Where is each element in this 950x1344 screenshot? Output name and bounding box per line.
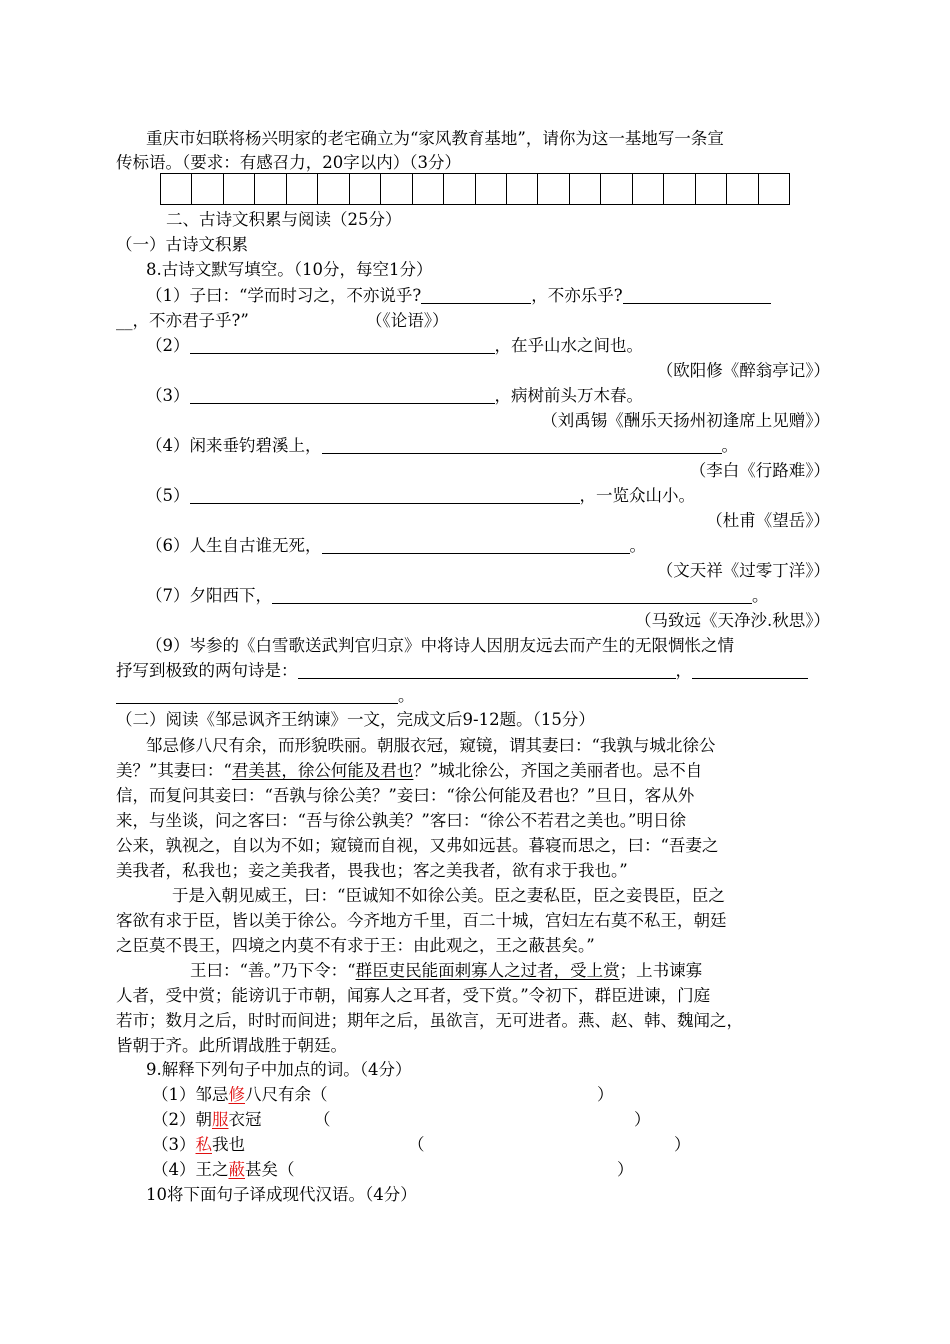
q8-item-6: [146, 533, 646, 558]
q8-item-1-source: （《论语》）: [366, 311, 449, 330]
q8-item-9-comma: ，: [675, 661, 692, 680]
q8-item-5-text: ，一览众山小。: [579, 486, 695, 505]
q9-item-3-a: （3）: [152, 1135, 196, 1154]
q8-item-9-end: 。: [398, 686, 415, 705]
passage-p1-l2: [116, 758, 702, 783]
q9-item-3-close: ）: [674, 1135, 691, 1154]
q8-blank-4[interactable]: [322, 434, 722, 454]
intro-line-2: 传标语。（要求：有感召力，20字以内）（3分）: [116, 153, 461, 172]
passage-p2-l1: 于是入朝见威王，曰：“臣诚知不如徐公美。臣之妻私臣，臣之妾畏臣，臣之: [172, 886, 725, 905]
q8-item-9-line2: [116, 658, 808, 683]
q8-blank-1b[interactable]: [623, 284, 771, 304]
q9-marked-word-4: 蔽: [228, 1160, 245, 1179]
q9-item-3: [152, 1132, 245, 1157]
q8-blank-1a[interactable]: [421, 284, 531, 304]
passage-p3-l2: 人者，受中赏；能谤讥于市朝，闻寡人之耳者，受下赏。”令初下，群臣进谏，门庭: [116, 986, 711, 1005]
section-title: 二、古诗文积累与阅读（25分）: [166, 210, 402, 229]
q8-item-1: [146, 283, 771, 308]
q9-marked-word-2: 服: [212, 1110, 229, 1129]
q8-item-3-source: （刘禹锡《酬乐天扬州初逢席上见赠》）: [541, 411, 830, 430]
q8-item-7: [146, 583, 769, 608]
q9-item-4-b: 甚矣（: [245, 1160, 295, 1179]
q8-item-6-source: （文天祥《过零丁洋》）: [656, 561, 830, 580]
q9-item-2-open: （: [314, 1110, 331, 1129]
q8-item-2-text: ，在乎山水之间也。: [494, 336, 643, 355]
subsection-title-2: （二）阅读《邹忌讽齐王纳谏》一文，完成文后9-12题。（15分）: [116, 710, 595, 729]
q8-item-5-num: （5）: [146, 486, 190, 505]
passage-p1-l1: 邹忌修八尺有余，而形貌昳丽。朝服衣冠，窥镜，谓其妻曰：“我孰与城北徐公: [146, 736, 716, 755]
q8-item-2: [146, 333, 643, 358]
intro-line-1: 重庆市妇联将杨兴明家的老宅确立为“家风教育基地”，请你为这一基地写一条宣: [146, 129, 724, 148]
q8-item-9-prompt: 抒写到极致的两句诗是：: [116, 661, 298, 680]
q8-blank-6[interactable]: [322, 534, 630, 554]
q8-blank-3[interactable]: [190, 384, 495, 404]
q8-item-7-source: （马致远《天净沙.秋思》）: [635, 611, 830, 630]
q8-item-2-num: （2）: [146, 336, 190, 355]
underlined-sentence-2: 群臣吏民能面刺寡人之过者，受上赏: [355, 961, 620, 980]
passage-p2-l2: 客欲有求于臣，皆以美于徐公。今齐地方千里，百二十城，宫妇左右莫不私王，朝廷: [116, 911, 727, 930]
q8-item-2-source: （欧阳修《醉翁亭记》）: [656, 361, 830, 380]
question-9-title: 9.解释下列句子中加点的词。（4分）: [146, 1060, 412, 1079]
passage-p3-l1-a: 王曰：“善。”乃下令：“: [190, 961, 356, 980]
q8-item-3-text: ，病树前头万木春。: [494, 386, 643, 405]
q8-item-4: [146, 433, 738, 458]
q8-blank-5[interactable]: [190, 484, 580, 504]
q8-item-5: [146, 483, 695, 508]
passage-p3-l1: [190, 958, 702, 983]
q8-item-4-text: （4）闲来垂钓碧溪上，: [146, 436, 322, 455]
q9-item-2-b: 衣冠: [228, 1110, 262, 1129]
q9-item-4: [152, 1157, 295, 1182]
answer-grid[interactable]: [160, 173, 790, 205]
question-8-title: 8.古诗文默写填空。（10分，每空1分）: [146, 260, 433, 279]
q8-item-4-source: （李白《行路难》）: [689, 461, 830, 480]
q8-blank-2[interactable]: [190, 334, 495, 354]
subsection-title-1: （一）古诗文积累: [116, 235, 248, 254]
q9-item-2-close: ）: [634, 1110, 651, 1129]
q9-item-1-b: 八尺有余（: [245, 1085, 328, 1104]
passage-p3-l4: 皆朝于齐。此所谓战胜于朝廷。: [116, 1036, 347, 1055]
q8-item-7-text: （7）夕阳西下，: [146, 586, 272, 605]
q9-item-3-b: 我也: [212, 1135, 245, 1154]
q9-item-4-close: ）: [617, 1160, 634, 1179]
passage-p1-l2-b: ？”城北徐公，齐国之美丽者也。忌不自: [413, 761, 703, 780]
q9-marked-word-1: 修: [228, 1085, 245, 1104]
q9-item-2-a: （2）朝: [152, 1110, 212, 1129]
q8-item-3: [146, 383, 643, 408]
passage-p1-l6: 美我者，私我也；妾之美我者，畏我也；客之美我者，欲有求于我也。”: [116, 861, 628, 880]
q8-blank-9b[interactable]: [692, 659, 808, 679]
q8-item-6-text: （6）人生自古谁无死，: [146, 536, 322, 555]
q8-blank-7[interactable]: [272, 584, 752, 604]
q8-item-3-num: （3）: [146, 386, 190, 405]
passage-p3-l3: 若市；数月之后，时时而间进；期年之后，虽欲言，无可进者。燕、赵、韩、魏闻之，: [116, 1011, 743, 1030]
q8-item-7-end: 。: [752, 586, 769, 605]
q8-item-6-end: 。: [629, 536, 646, 555]
q8-item-9-line1: （9）岑参的《白雪歌送武判官归京》中将诗人因朋友远去而产生的无限惆怅之情: [146, 636, 734, 655]
q9-item-1-a: （1）邹忌: [152, 1085, 229, 1104]
passage-p1-l3: 信，而复问其妾曰：“吾孰与徐公美？”妾曰：“徐公何能及君也？”旦日，客从外: [116, 786, 695, 805]
q8-item-9-line3: [116, 683, 415, 708]
q8-item-1-mid: ，不亦乐乎?: [531, 286, 623, 305]
q9-item-3-open: （: [408, 1135, 425, 1154]
q9-item-4-a: （4）王之: [152, 1160, 229, 1179]
passage-p2-l3: 之臣莫不畏王，四境之内莫不有求于王：由此观之，王之蔽甚矣。”: [116, 936, 595, 955]
q9-item-1: [152, 1082, 328, 1107]
q8-blank-9a[interactable]: [298, 659, 676, 679]
q8-item-4-end: 。: [721, 436, 738, 455]
question-10-title: 10将下面句子译成现代汉语。（4分）: [146, 1185, 417, 1204]
passage-p1-l4: 来，与坐谈，问之客曰：“吾与徐公孰美？”客曰：“徐公不若君之美也。”明日徐: [116, 811, 686, 830]
q8-blank-9c[interactable]: [116, 684, 398, 704]
passage-p1-l2-a: 美？”其妻曰：“: [116, 761, 232, 780]
q9-item-1-close: ）: [597, 1085, 614, 1104]
q8-item-5-source: （杜甫《望岳》）: [706, 511, 830, 530]
q9-item-2: [152, 1107, 262, 1132]
q8-item-1-cont: __，不亦君子乎?”: [116, 311, 249, 330]
passage-p3-l1-b: ；上书谏寡: [619, 961, 703, 980]
passage-p1-l5: 公来，孰视之，自以为不如；窥镜而自视，又弗如远甚。暮寝而思之，曰：“吾妻之: [116, 836, 719, 855]
q9-marked-word-3: 私: [195, 1135, 212, 1154]
underlined-sentence-1: 君美甚，徐公何能及君也: [231, 761, 414, 780]
q8-item-1-text: （1）子曰：“学而时习之，不亦说乎?: [146, 286, 422, 305]
